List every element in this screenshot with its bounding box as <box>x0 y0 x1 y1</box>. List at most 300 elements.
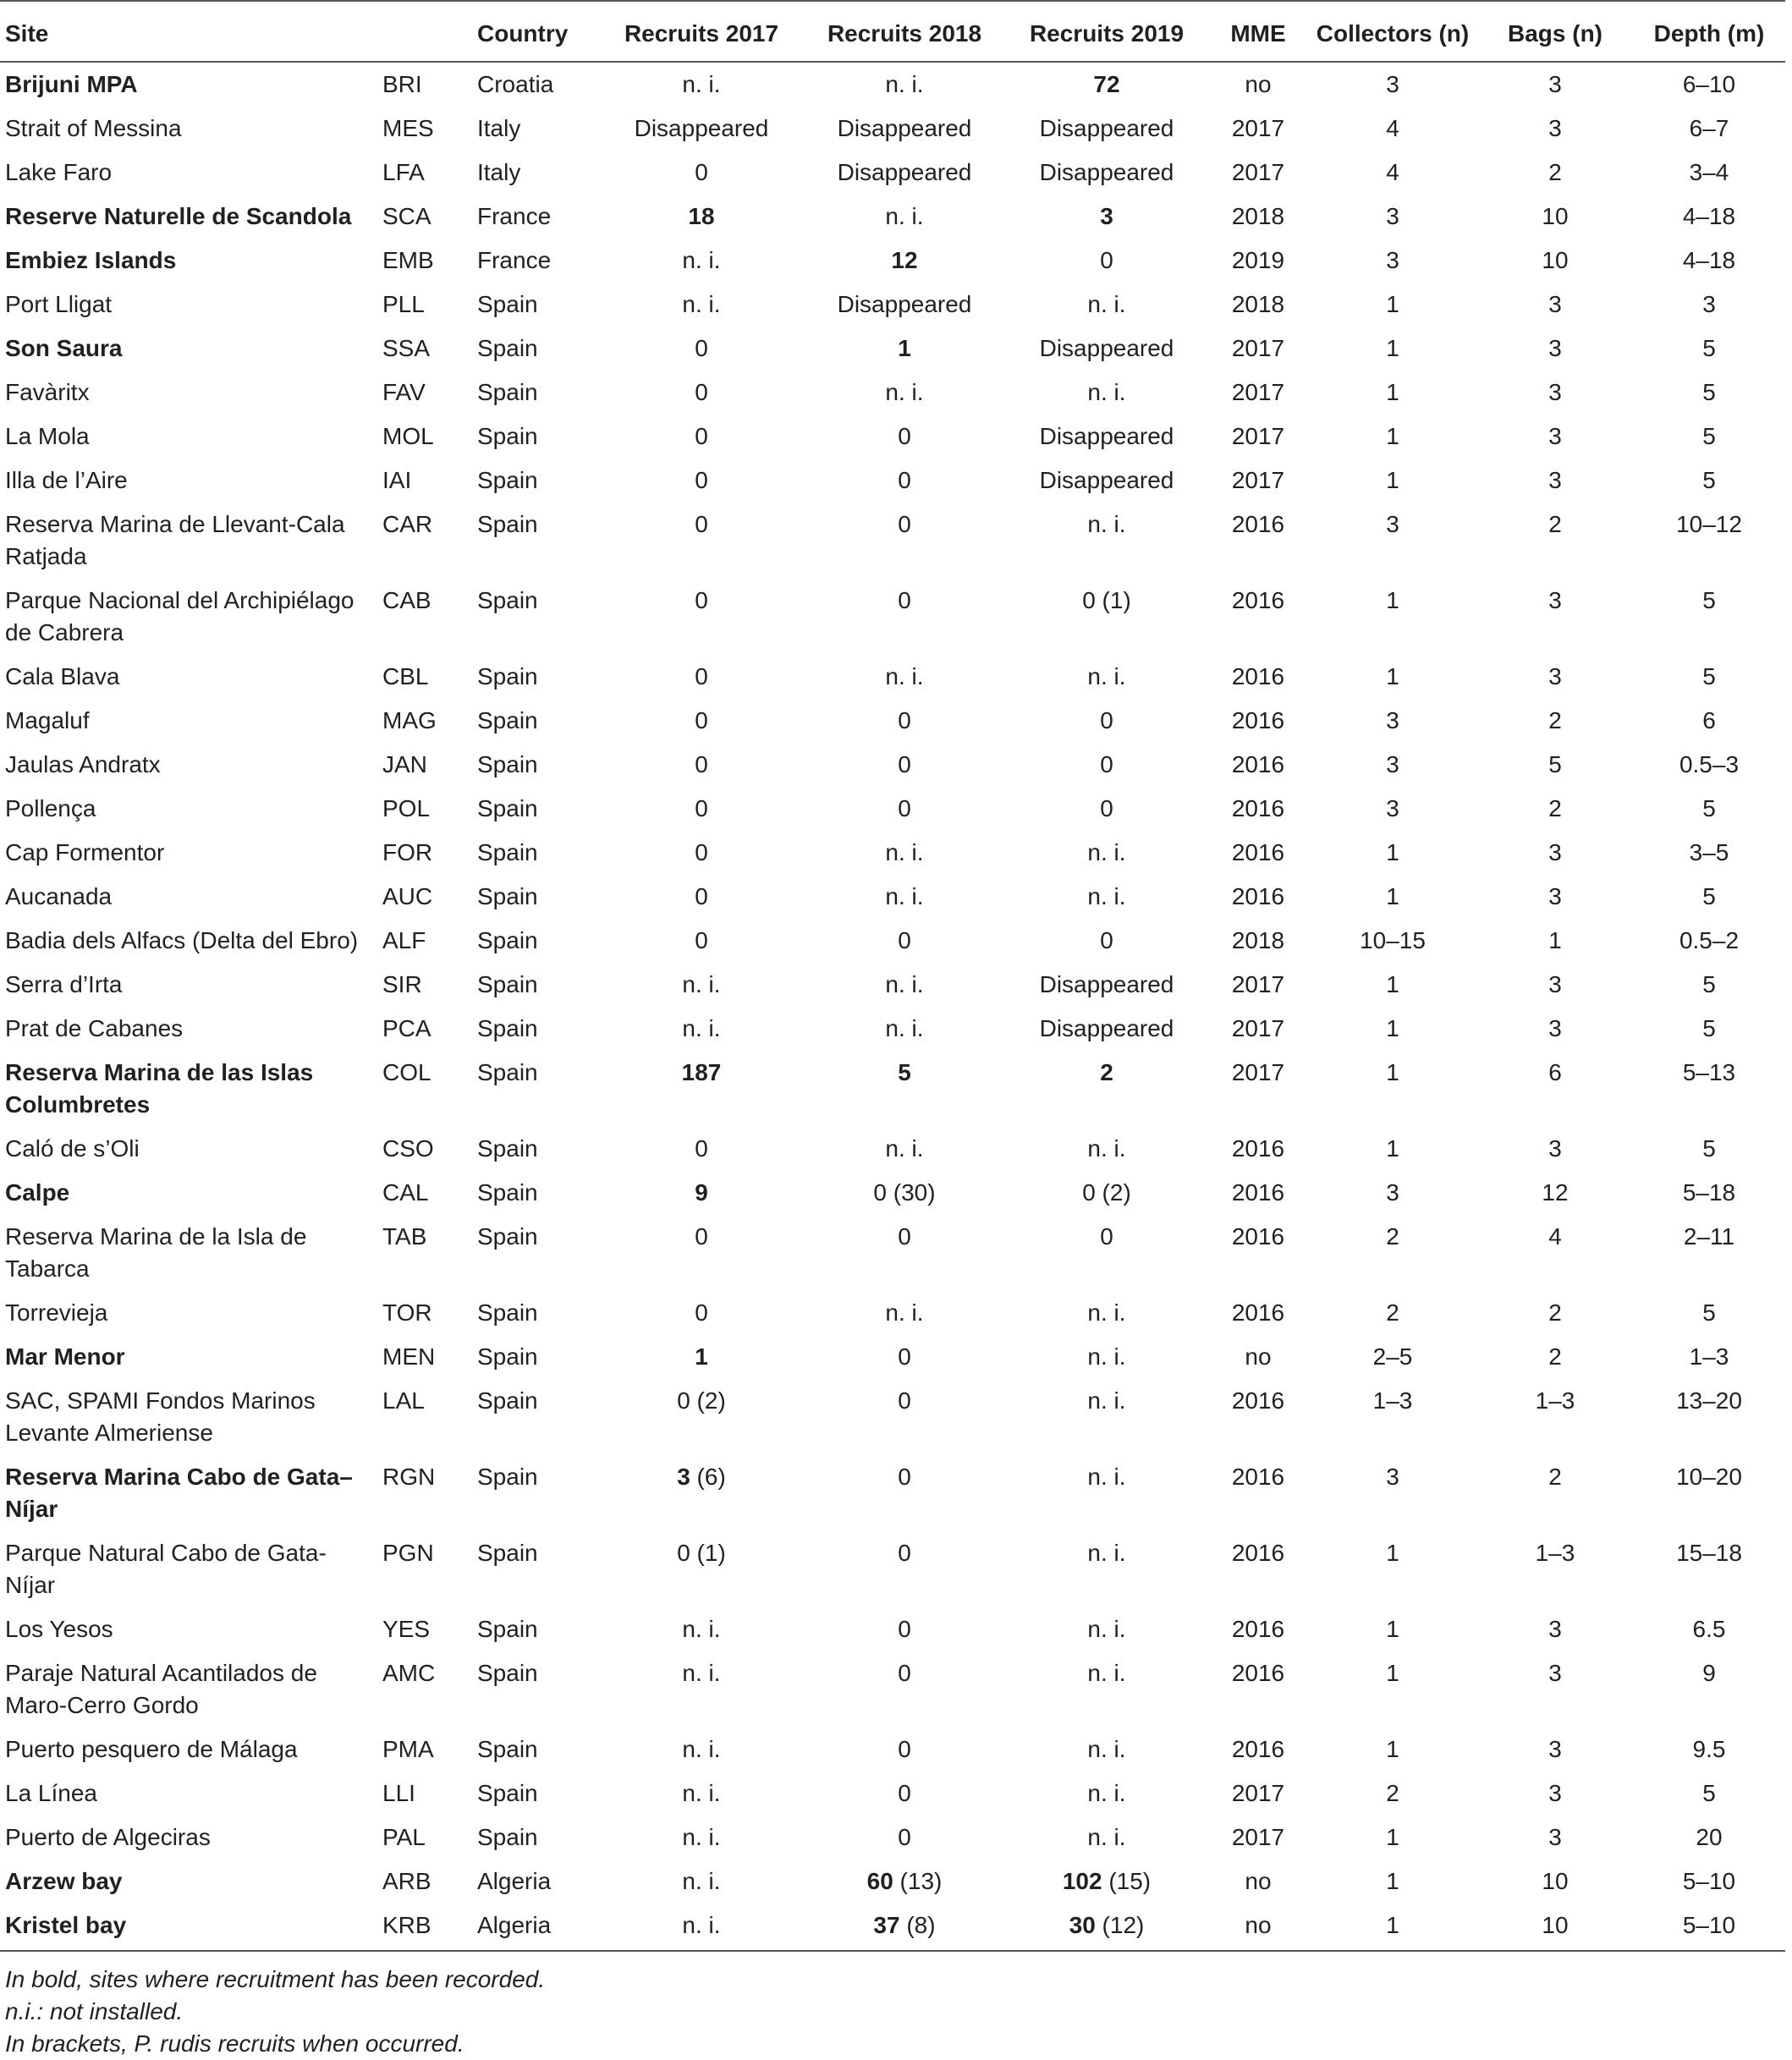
country-cell: Spain <box>477 663 538 689</box>
recruit-value: 0 <box>898 1387 911 1414</box>
recruit-value: n. i. <box>682 1616 721 1642</box>
recruit-value: 0 <box>898 1223 911 1250</box>
country-cell: Spain <box>477 587 538 613</box>
recruits-2017-cell <box>599 1335 804 1379</box>
header-recruits-2019: Recruits 2019 <box>1005 1 1208 62</box>
country-cell: Spain <box>477 1343 538 1370</box>
mme-cell: 2017 <box>1231 467 1285 493</box>
recruit-value: 0 <box>695 795 708 821</box>
recruits-2018-cell <box>804 1379 1005 1455</box>
recruits-2019-cell <box>1005 62 1208 107</box>
recruit-value: 102 <box>1062 1868 1102 1894</box>
recruits-2018-cell <box>804 62 1005 107</box>
collectors-cell: 1 <box>1386 379 1399 405</box>
recruits-2017-cell <box>599 1379 804 1455</box>
depth-cell: 13–20 <box>1676 1387 1742 1414</box>
site-cell: Torrevieja <box>5 1299 108 1326</box>
site-code-cell: BRI <box>382 71 422 97</box>
recruits-2017-cell <box>599 1772 804 1816</box>
collectors-cell: 1 <box>1386 971 1399 997</box>
collectors-cell: 1 <box>1386 1824 1399 1850</box>
site-code-cell: TOR <box>382 1299 432 1326</box>
site-cell: Reserva Marina de la Isla de Tabarca <box>5 1223 307 1282</box>
table-row <box>0 1455 1785 1531</box>
table-footnotes <box>0 1964 1792 2060</box>
site-code-cell: SSA <box>382 335 431 361</box>
depth-cell: 3–5 <box>1689 839 1729 865</box>
bags-cell: 3 <box>1548 1015 1562 1041</box>
recruit-value: 0 (2) <box>677 1387 726 1414</box>
recruit-value: 18 <box>688 203 715 229</box>
country-cell: Spain <box>477 707 538 733</box>
recruits-2018-cell <box>804 1772 1005 1816</box>
site-code-cell: LFA <box>382 159 425 185</box>
depth-cell: 3 <box>1702 291 1716 317</box>
country-cell: Spain <box>477 379 538 405</box>
recruits-2019-cell <box>1005 1127 1208 1171</box>
mme-cell: 2016 <box>1231 751 1285 777</box>
site-cell: Embiez Islands <box>5 247 177 273</box>
recruit-value: 0 <box>1100 751 1113 777</box>
recruits-2019-cell <box>1005 1859 1208 1903</box>
recruits-2018-cell <box>804 1171 1005 1215</box>
bags-cell: 3 <box>1548 335 1562 361</box>
mme-cell: 2016 <box>1231 1299 1285 1326</box>
footnote-brackets: In brackets, P. rudis recruits when occurred. <box>5 2030 464 2057</box>
site-cell: Cap Formentor <box>5 839 165 865</box>
collectors-cell: 1 <box>1386 291 1399 317</box>
country-cell: Spain <box>477 927 538 953</box>
header-recruits-2017: Recruits 2017 <box>599 1 804 62</box>
depth-cell: 5–10 <box>1633 1903 1785 1951</box>
site-cell: Puerto de Algeciras <box>5 1824 211 1850</box>
recruits-2019-cell <box>1005 919 1208 963</box>
recruits-2017-cell <box>599 1903 804 1951</box>
country-cell: Algeria <box>474 1903 599 1951</box>
bags-cell: 10 <box>1542 1868 1569 1894</box>
mme-cell: 2017 <box>1231 1780 1285 1806</box>
site-cell: Parque Natural Cabo de Gata-Níjar <box>5 1540 327 1598</box>
collectors-cell: 2 <box>1386 1780 1399 1806</box>
collectors-cell: 1 <box>1386 1736 1399 1762</box>
recruit-value: 0 <box>898 1780 911 1806</box>
site-cell: Strait of Messina <box>5 115 182 141</box>
recruit-value: 72 <box>1093 71 1120 97</box>
recruits-2019-cell <box>1005 787 1208 831</box>
site-cell: Brijuni MPA <box>5 71 138 97</box>
country-cell: Spain <box>477 883 538 909</box>
recruit-value: 0 <box>898 1343 911 1370</box>
recruits-2019-cell <box>1005 107 1208 151</box>
recruit-value: 0 <box>695 927 708 953</box>
depth-cell: 15–18 <box>1676 1540 1742 1566</box>
bags-cell: 3 <box>1548 839 1562 865</box>
recruits-2018-cell <box>804 151 1005 195</box>
table-row <box>0 1007 1785 1051</box>
site-code-cell: MOL <box>382 423 434 449</box>
country-cell: Spain <box>477 1540 538 1566</box>
mme-cell: 2016 <box>1231 1179 1285 1206</box>
table-row <box>0 371 1785 415</box>
table-row <box>0 1051 1785 1127</box>
site-code-cell: MES <box>382 115 434 141</box>
bags-cell: 2 <box>1548 1464 1562 1490</box>
recruits-2019-cell <box>1005 415 1208 459</box>
recruit-value: 0 <box>695 511 708 537</box>
site-cell: Mar Menor <box>5 1343 125 1370</box>
mme-cell: 2017 <box>1231 1824 1285 1850</box>
recruits-2018-cell <box>804 239 1005 283</box>
recruit-value: n. i. <box>885 883 924 909</box>
recruits-2019-cell <box>1005 1531 1208 1607</box>
mme-cell: 2016 <box>1231 1387 1285 1414</box>
collectors-cell: 2–5 <box>1372 1343 1413 1370</box>
header-bags: Bags (n) <box>1477 1 1633 62</box>
site-cell: La Línea <box>5 1780 97 1806</box>
recruit-value: Disappeared <box>1039 971 1174 997</box>
recruit-value: Disappeared <box>1039 423 1174 449</box>
recruits-2019-cell <box>1005 1651 1208 1728</box>
collectors-cell: 1–3 <box>1372 1387 1413 1414</box>
recruits-2018-cell <box>804 1051 1005 1127</box>
recruit-value: n. i. <box>1087 379 1126 405</box>
depth-cell: 9 <box>1702 1660 1716 1686</box>
mme-cell: 2016 <box>1231 1616 1285 1642</box>
recruit-value: n. i. <box>682 1660 721 1686</box>
recruit-value: Disappeared <box>1039 467 1174 493</box>
table-row <box>0 1728 1785 1772</box>
table-row <box>0 239 1785 283</box>
recruit-value: Disappeared <box>634 115 769 141</box>
recruit-value: 0 <box>695 1223 708 1250</box>
recruits-2017-cell <box>599 371 804 415</box>
table-row <box>0 195 1785 239</box>
site-code-cell: CAB <box>382 587 432 613</box>
mme-cell: 2016 <box>1231 1135 1285 1162</box>
bags-cell: 10 <box>1542 247 1569 273</box>
site-cell: Reserva Marina Cabo de Gata–Níjar <box>5 1464 353 1522</box>
depth-cell: 0.5–3 <box>1679 751 1740 777</box>
country-cell: Spain <box>477 1179 538 1206</box>
recruit-value: n. i. <box>1087 1824 1126 1850</box>
recruits-2017-cell <box>599 963 804 1007</box>
table-row <box>0 831 1785 875</box>
recruit-value: 0 <box>695 423 708 449</box>
country-cell: Spain <box>477 1736 538 1762</box>
bags-cell: 3 <box>1548 1135 1562 1162</box>
mme-cell: 2017 <box>1231 115 1285 141</box>
table-row <box>0 787 1785 831</box>
recruits-2018-cell <box>804 831 1005 875</box>
bags-cell: 3 <box>1548 423 1562 449</box>
recruits-2017-cell <box>599 1007 804 1051</box>
recruits-2017-cell <box>599 743 804 787</box>
recruit-value: n. i. <box>1087 1464 1126 1490</box>
bags-cell: 4 <box>1548 1223 1562 1250</box>
mme-cell: 2016 <box>1231 795 1285 821</box>
site-cell: Los Yesos <box>5 1616 113 1642</box>
depth-cell: 5 <box>1702 467 1716 493</box>
recruits-2018-cell <box>804 1455 1005 1531</box>
table-row <box>0 1171 1785 1215</box>
recruit-value: 0 <box>695 467 708 493</box>
recruits-2017-cell <box>599 239 804 283</box>
recruits-2017-cell <box>599 787 804 831</box>
site-cell: Caló de s’Oli <box>5 1135 140 1162</box>
recruit-value: n. i. <box>885 203 924 229</box>
recruits-2017-cell <box>599 283 804 327</box>
recruit-value: 0 <box>898 423 911 449</box>
site-cell: Pollença <box>5 795 96 821</box>
recruits-2017-cell <box>599 62 804 107</box>
recruit-value: 1 <box>898 335 911 361</box>
footnote-ni: n.i.: not installed. <box>5 1998 184 2024</box>
recruit-value: n. i. <box>682 1780 721 1806</box>
bags-cell: 1–3 <box>1535 1540 1575 1566</box>
recruit-value: n. i. <box>1087 1736 1126 1762</box>
site-code-cell: RGN <box>382 1464 436 1490</box>
header-row <box>0 1 1785 62</box>
recruits-2017-cell <box>599 1215 804 1291</box>
recruit-value: n. i. <box>885 1015 924 1041</box>
mme-cell: 2017 <box>1231 1059 1285 1085</box>
recruit-value: n. i. <box>885 379 924 405</box>
recruit-value: 0 <box>898 511 911 537</box>
collectors-cell: 1 <box>1386 335 1399 361</box>
recruit-value: 0 (30) <box>873 1179 936 1206</box>
mme-cell: 2017 <box>1231 335 1285 361</box>
table-row <box>0 1531 1785 1607</box>
header-depth: Depth (m) <box>1633 1 1785 62</box>
recruits-2018-cell <box>804 1728 1005 1772</box>
recruits-2018-cell <box>804 1215 1005 1291</box>
table-row <box>0 1379 1785 1455</box>
recruits-2019-cell <box>1005 1291 1208 1335</box>
country-cell: France <box>477 247 552 273</box>
table-row <box>0 1816 1785 1859</box>
country-cell: Spain <box>477 1015 538 1041</box>
table-row <box>0 107 1785 151</box>
site-cell: Aucanada <box>5 883 113 909</box>
depth-cell: 1–3 <box>1689 1343 1729 1370</box>
table-row <box>0 327 1785 371</box>
mme-cell: 2016 <box>1231 1464 1285 1490</box>
mme-cell: no <box>1208 1903 1308 1951</box>
site-code-cell: EMB <box>382 247 434 273</box>
recruits-2019-cell <box>1005 1607 1208 1651</box>
country-cell: Spain <box>477 1464 538 1490</box>
recruits-2018-cell <box>804 875 1005 919</box>
recruit-value: n. i. <box>1087 1299 1126 1326</box>
mme-cell: 2016 <box>1231 1736 1285 1762</box>
depth-cell: 5–10 <box>1682 1868 1736 1894</box>
site-code-cell: PAL <box>382 1824 426 1850</box>
site-code-cell: KRB <box>379 1903 474 1951</box>
recruits-2019-cell <box>1005 327 1208 371</box>
table-row <box>0 919 1785 963</box>
recruit-value: (12) <box>1095 1912 1145 1938</box>
collectors-cell: 1 <box>1386 883 1399 909</box>
collectors-cell: 3 <box>1386 707 1399 733</box>
country-cell: Spain <box>477 971 538 997</box>
recruit-value: n. i. <box>1087 839 1126 865</box>
recruit-value: 0 <box>898 587 911 613</box>
recruit-value: 0 <box>1100 1223 1113 1250</box>
mme-cell: 2016 <box>1231 1223 1285 1250</box>
mme-cell: 2017 <box>1231 1015 1285 1041</box>
recruits-2019-cell <box>1005 579 1208 655</box>
depth-cell: 5 <box>1702 335 1716 361</box>
recruit-value: n. i. <box>1087 883 1126 909</box>
recruit-value: n. i. <box>682 1736 721 1762</box>
site-cell: Arzew bay <box>5 1868 123 1894</box>
recruits-2019-cell <box>1005 655 1208 699</box>
recruits-2017-cell <box>599 1607 804 1651</box>
header-mme: MME <box>1208 1 1308 62</box>
recruits-2019-cell <box>1005 1816 1208 1859</box>
recruits-2019-cell <box>1005 239 1208 283</box>
country-cell: Spain <box>477 1824 538 1850</box>
bags-cell: 3 <box>1548 1780 1562 1806</box>
collectors-cell: 1 <box>1386 1616 1399 1642</box>
bags-cell: 3 <box>1548 115 1562 141</box>
recruit-value: 0 <box>898 751 911 777</box>
recruits-2017-cell <box>599 1171 804 1215</box>
site-code-cell: MEN <box>382 1343 436 1370</box>
site-code-cell: ARB <box>382 1868 432 1894</box>
bags-cell: 1–3 <box>1535 1387 1575 1414</box>
recruits-2017-cell <box>599 1531 804 1607</box>
recruit-value: n. i. <box>1087 1343 1126 1370</box>
recruits-2017-cell <box>599 1291 804 1335</box>
recruit-value: 2 <box>1100 1059 1113 1085</box>
country-cell: Spain <box>477 1223 538 1250</box>
recruit-value: 37 <box>873 1912 900 1938</box>
recruits-2018-cell <box>804 1859 1005 1903</box>
recruit-value: 0 <box>695 379 708 405</box>
mme-cell: 2016 <box>1231 1540 1285 1566</box>
recruit-value: 0 <box>1100 707 1113 733</box>
bags-cell: 2 <box>1548 1343 1562 1370</box>
collectors-cell: 3 <box>1386 203 1399 229</box>
recruit-value: 0 <box>695 1299 708 1326</box>
recruits-2019-cell <box>1005 151 1208 195</box>
depth-cell: 6 <box>1702 707 1716 733</box>
recruit-value: 0 <box>695 663 708 689</box>
table-row <box>0 459 1785 503</box>
site-code-cell: ALF <box>382 927 426 953</box>
recruit-value: Disappeared <box>1039 1015 1174 1041</box>
collectors-cell: 2 <box>1386 1223 1399 1250</box>
table-row <box>0 1772 1785 1816</box>
depth-cell: 4–18 <box>1682 247 1736 273</box>
recruit-value: 0 <box>695 335 708 361</box>
recruit-value: 0 <box>898 795 911 821</box>
recruit-value: 0 <box>898 467 911 493</box>
recruits-2017-cell <box>599 415 804 459</box>
bags-cell: 3 <box>1548 971 1562 997</box>
site-cell: Port Lligat <box>5 291 113 317</box>
table-row <box>0 1607 1785 1651</box>
header-recruits-2018: Recruits 2018 <box>804 1 1005 62</box>
bags-cell: 5 <box>1548 751 1562 777</box>
country-cell: Algeria <box>477 1868 552 1894</box>
site-code-cell: AMC <box>382 1660 436 1686</box>
bags-cell: 6 <box>1548 1059 1562 1085</box>
mme-cell: 2019 <box>1231 247 1285 273</box>
site-cell: Reserve Naturelle de Scandola <box>5 203 352 229</box>
depth-cell: 4–18 <box>1682 203 1736 229</box>
recruit-value: 0 <box>695 1135 708 1162</box>
bags-cell: 2 <box>1548 511 1562 537</box>
recruits-2018-cell <box>804 787 1005 831</box>
recruit-value: Disappeared <box>837 159 972 185</box>
recruit-value: n. i. <box>682 71 721 97</box>
recruits-2017-cell <box>599 1816 804 1859</box>
depth-cell: 6–7 <box>1689 115 1729 141</box>
recruits-2018-cell <box>804 1127 1005 1171</box>
site-code-cell: TAB <box>382 1223 427 1250</box>
recruit-value: 30 <box>1069 1912 1096 1938</box>
depth-cell: 5 <box>1702 379 1716 405</box>
table-row <box>0 1215 1785 1291</box>
collectors-cell: 1 <box>1386 1868 1399 1894</box>
site-code-cell: FAV <box>382 379 426 405</box>
recruits-2017-cell <box>599 1859 804 1903</box>
table-row <box>0 1903 1785 1951</box>
recruit-value: 0 <box>695 707 708 733</box>
site-code-cell: CBL <box>382 663 429 689</box>
recruits-2017-cell <box>599 1455 804 1531</box>
bags-cell: 3 <box>1548 1616 1562 1642</box>
collectors-cell: 3 <box>1386 71 1399 97</box>
site-code-cell: CSO <box>382 1135 434 1162</box>
table-row <box>0 503 1785 579</box>
recruits-2018-cell <box>804 371 1005 415</box>
recruit-value: n. i. <box>885 71 924 97</box>
mme-cell: 2016 <box>1231 883 1285 909</box>
site-code-cell: YES <box>382 1616 431 1642</box>
recruit-value: n. i. <box>1087 1135 1126 1162</box>
bags-cell: 10 <box>1477 1903 1633 1951</box>
depth-cell: 5–13 <box>1682 1059 1736 1085</box>
recruits-2019-cell <box>1005 1335 1208 1379</box>
recruit-value: n. i. <box>682 291 721 317</box>
recruit-value: n. i. <box>1087 511 1126 537</box>
depth-cell: 5 <box>1702 1780 1716 1806</box>
recruits-2017-cell <box>599 831 804 875</box>
collectors-cell: 1 <box>1386 467 1399 493</box>
recruits-2019-cell <box>1005 831 1208 875</box>
recruits-2018-cell <box>804 1816 1005 1859</box>
recruit-value: 0 (1) <box>677 1540 726 1566</box>
recruit-value: n. i. <box>885 971 924 997</box>
recruit-value: Disappeared <box>837 291 972 317</box>
country-cell: Spain <box>477 1780 538 1806</box>
recruit-value: 187 <box>681 1059 722 1085</box>
recruit-value: n. i. <box>885 839 924 865</box>
recruit-value: 0 <box>898 1464 911 1490</box>
country-cell: Croatia <box>477 71 554 97</box>
depth-cell: 6–10 <box>1682 71 1736 97</box>
site-cell: Lake Faro <box>5 159 113 185</box>
recruits-2018-cell <box>804 1291 1005 1335</box>
recruit-value: 0 <box>898 1824 911 1850</box>
recruit-value: 0 <box>695 587 708 613</box>
recruits-2019-cell <box>1005 1455 1208 1531</box>
depth-cell: 3–4 <box>1689 159 1729 185</box>
country-cell: Spain <box>477 511 538 537</box>
